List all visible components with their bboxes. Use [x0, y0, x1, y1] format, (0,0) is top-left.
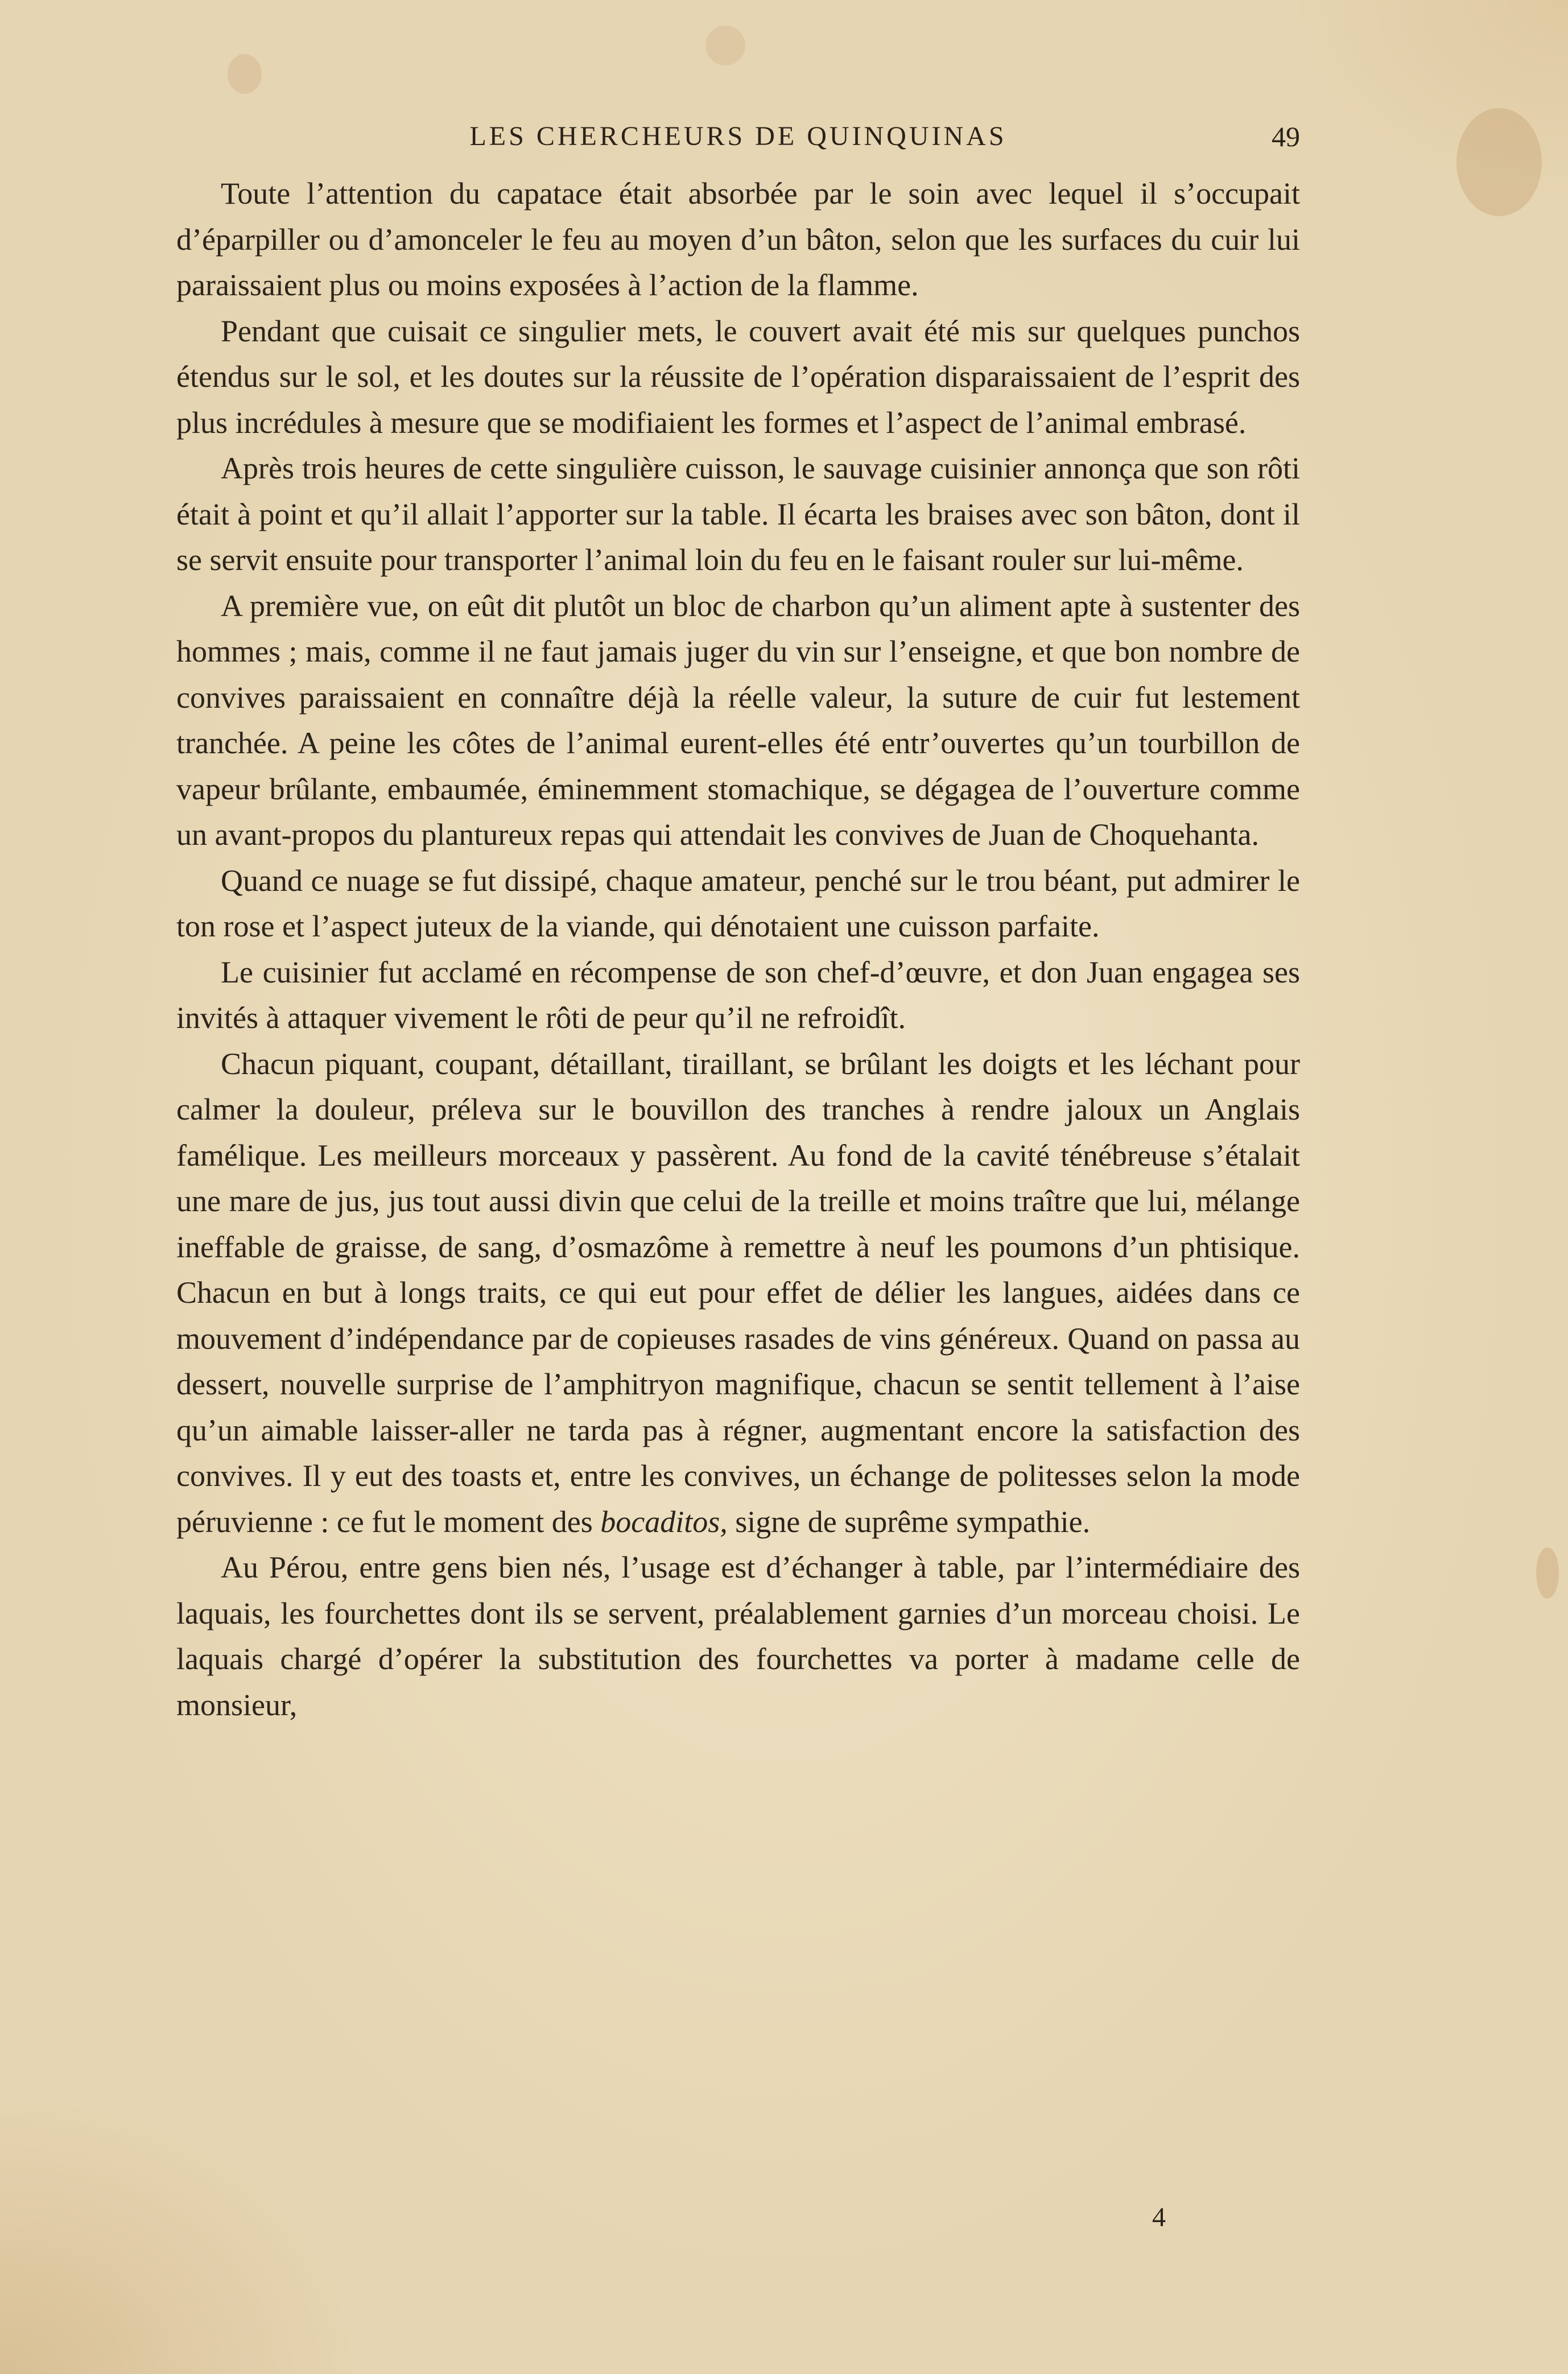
- body-text: [176, 171, 1300, 1728]
- italic-term: bocaditos,: [600, 1504, 728, 1539]
- paragraph-text: Chacun piquant, coupant, détaillant, tiraillant, se brûlant les doigts et les léchant pour calmer la douleur, préleva sur le bouvillon des tranches à rendre jaloux un Anglais famélique. Les meilleurs morceaux y passèrent. Au fond de la cavité ténébreuse s’étalait une mare de jus, jus tout aussi divin que celui de la treille et moins traître que lui, mélange ineffable de graisse, de sang, d’osmazôme à remettre à neuf les poumons d’un phtisique. Chacun en but à longs traits, ce qui eut pour effet de délier les langues, aidées dans ce mouvement d’indépendance par de copieuses rasades de vins généreux. Quand on passa au dessert, nouvelle surprise de l’amphitryon magnifique, chacun se sentit tellement à l’aise qu’un aimable laisser-aller ne tarda pas à régner, augmentant encore la satisfaction des convives. Il y eut des toasts et, entre les convives, un échange de politesses selon la mode péruvienne : ce fut le moment des: [176, 1046, 1300, 1539]
- signature-mark: 4: [1152, 2202, 1166, 2232]
- paragraph-text: signe de suprême sympathie.: [727, 1504, 1091, 1539]
- paragraph: Au Pérou, entre gens bien nés, l’usage est d’échanger à table, par l’intermédiaire des laquais, les fourchettes dont ils se servent, préalablement garnies d’un morceau choisi. Le laquais chargé d’opérer la substitution des fourchettes va porter à madame celle de monsieur,: [176, 1550, 1300, 1722]
- paragraph: Quand ce nuage se fut dissipé, chaque amateur, penché sur le trou béant, put admirer le ton rose et l’aspect juteux de la viande, qui dénotaient une cuisson parfaite.: [176, 863, 1300, 943]
- paragraph: Après trois heures de cette singulière cuisson, le sauvage cuisinier annonça que son rôti était à point et qu’il allait l’apporter sur la table. Il écarta les braises avec son bâton, dont il se servit ensuite pour transporter l’animal loin du feu en le faisant rouler sur lui-même.: [176, 451, 1300, 577]
- page-number: 49: [1272, 121, 1300, 152]
- paragraph: [176, 1041, 1300, 1545]
- paragraph: Toute l’attention du capatace était absorbée par le soin avec lequel il s’occupait d’éparpiller ou d’amonceler le feu au moyen d’un bâton, selon que les surfaces du cuir lui paraissaient plus ou moins exposées à l’action de la flamme.: [176, 176, 1300, 302]
- paper-stain: [705, 26, 745, 65]
- paragraph: Le cuisinier fut acclamé en récompense de son chef-d’œuvre, et don Juan engagea ses invités à attaquer vivement le rôti de peur qu’il ne refroidît.: [176, 955, 1300, 1035]
- paragraph: A première vue, on eût dit plutôt un bloc de charbon qu’un aliment apte à sustenter des hommes ; mais, comme il ne faut jamais juger du vin sur l’enseigne, et que bon nombre de convives paraissaient en connaître déjà la réelle valeur, la suture de cuir fut lestement tranchée. A peine les côtes de l’animal eurent-elles été entr’ouvertes qu’un tourbillon de vapeur brûlante, embaumée, éminemment stomachique, se dégagea de l’ouverture comme un avant-propos du plantureux repas qui attendait les convives de Juan de Choquehanta.: [176, 588, 1300, 852]
- paper-stain: [1456, 108, 1542, 216]
- paragraph: Pendant que cuisait ce singulier mets, le couvert avait été mis sur quelques punchos étendus sur le sol, et les doutes sur la réussite de l’opération disparaissaient de l’esprit des plus incrédules à mesure que se modifiaient les formes et l’aspect de l’animal embrasé.: [176, 313, 1300, 440]
- running-title: LES CHERCHEURS DE QUINQUINAS: [469, 121, 1007, 151]
- page-header: [176, 117, 1300, 156]
- paper-stain: [1536, 1547, 1559, 1599]
- paper-stain: [228, 54, 262, 94]
